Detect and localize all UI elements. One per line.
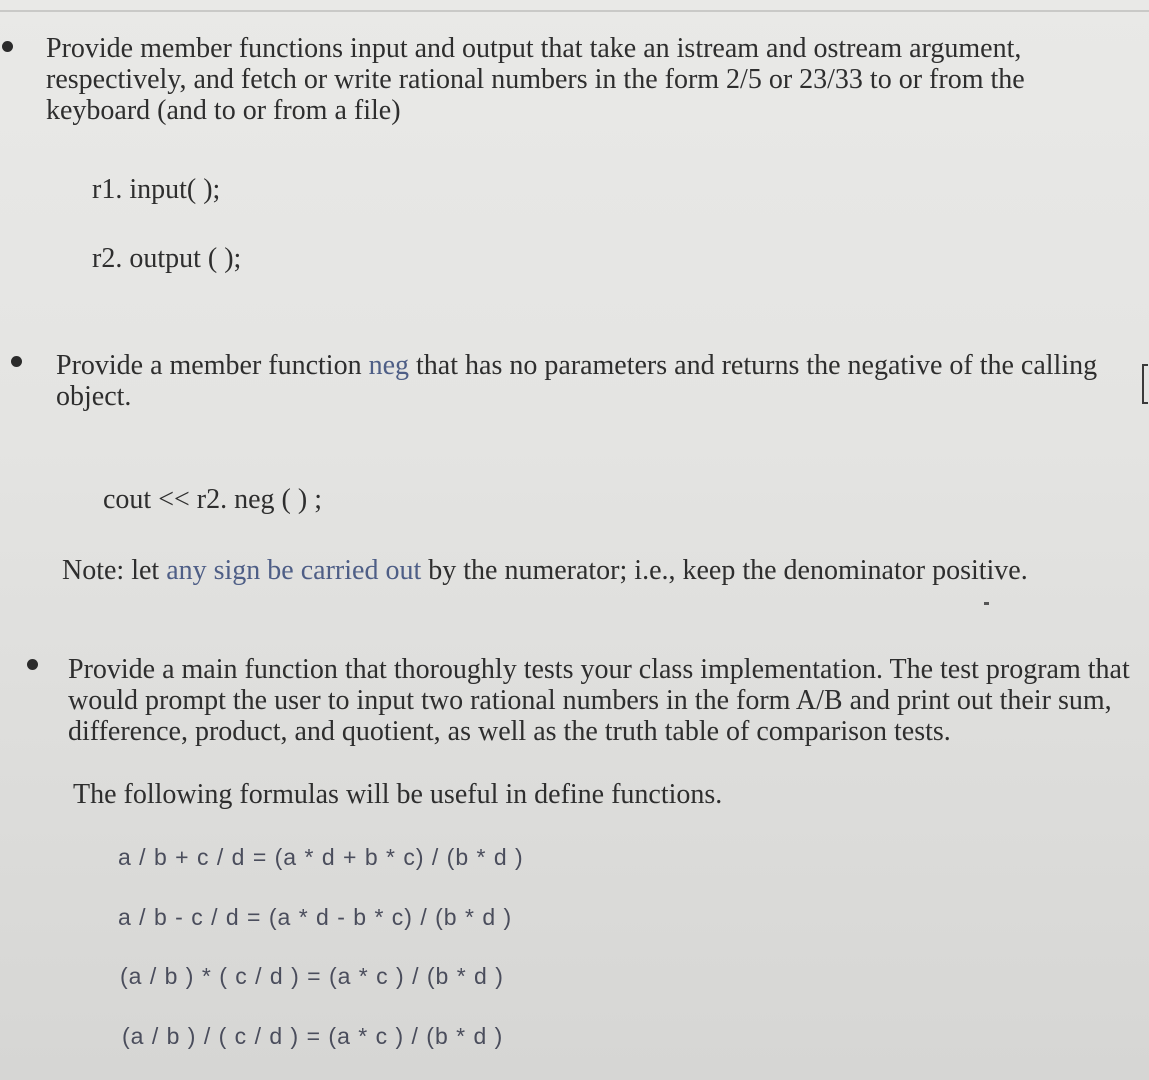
- formula-multiplication: (a / b ) * ( c / d ) = (a * c ) / (b * d ): [120, 963, 504, 989]
- note-highlight: any sign be carried out: [166, 555, 422, 586]
- code-neg-call: cout << r2. neg ( ) ;: [103, 484, 322, 515]
- section2-text-before: Provide a member function: [56, 350, 369, 381]
- section2-text: [56, 350, 1134, 412]
- keyword-neg: neg: [368, 350, 410, 381]
- section2-text-after: that has no parameters and returns the negative of the calling object.: [56, 350, 1098, 412]
- bullet-2: [11, 356, 22, 367]
- bullet-1: [2, 41, 13, 52]
- edge-bracket-mark: [1142, 364, 1148, 404]
- formula-subtraction: a / b - c / d = (a * d - b * c) / (b * d ): [118, 904, 513, 930]
- section3-text: Provide a main function that thoroughly tests your class implementation. The test program that would prompt the user to input two rational numbers in the form A/B and print out their sum, difference, product, and quotient, as well as the truth table of comparison tests.: [68, 654, 1130, 747]
- formulas-intro: The following formulas will be useful in define functions.: [73, 779, 723, 810]
- note-prefix: Note: let: [62, 555, 167, 586]
- top-rule: [0, 10, 1149, 12]
- speck-mark: [984, 602, 989, 605]
- code-input-call: r1. input( );: [92, 174, 221, 205]
- formula-addition: a / b + c / d = (a * d + b * c) / (b * d ): [118, 844, 524, 870]
- note-text: [62, 555, 1028, 586]
- formula-division: (a / b ) / ( c / d ) = (a * c ) / (b * d ): [122, 1023, 504, 1049]
- section1-text: Provide member functions input and output that take an istream and ostream argument, respectively, and fetch or write rational numbers in the form 2/5 or 23/33 to or from the keyboard (and to or from a file): [46, 33, 1025, 126]
- code-output-call: r2. output ( );: [92, 243, 242, 274]
- bullet-3: [27, 659, 38, 670]
- note-suffix: by the numerator; i.e., keep the denominator positive.: [421, 555, 1028, 586]
